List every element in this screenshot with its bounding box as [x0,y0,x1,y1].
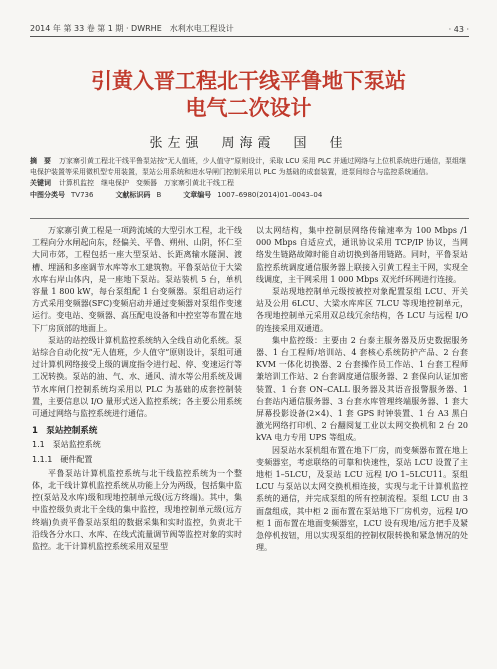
right-column [256,225,468,554]
paragraph: 因泵站水泵机组布置在地下厂房，而变频器布置在地上变频器室，考虑联络的可靠和快速性，泵站 LCU 设置了主地柜 1–5LCU，及泵站 LCU 远程 I/O 1–5LCU11。泵组 LCU 与泵站以太网交换机相连接，实现与北干计算机监控系统的通信，并完成泵组的所有控制流程。泵组 LCU 由 3 面盘组成，其中柜 2 面布置在泵站地下厂房机旁，远程 I/O 柜 1 面布置在地面变频器室，LCU 设有现地/远方把手及紧急停机按钮，用以实现泵组的控制权限转换和紧急情况的处理。 [256,445,468,553]
abstract-label: 摘 要 [30,157,51,165]
keywords-text: 计算机监控 继电保护 变频器 万家寨引黄北干线工程 [59,179,234,187]
keywords [30,178,469,189]
paragraph: 泵站的站控级计算机监控系统纳入全线自动化系统。泵站综合自动化按“无人值班，少人值守”原则设计，泵组可通过计算机网络接受上级的调度指令进行起、停、变速运行等工况转换。泵站的油、气、水、通风、清水等公用系统及调节水库闸门控制系统均采用以 PLC 为基础的成套控制装置，主要信息以 I/O 量形式送入监控系统；各主要公用系统可通过网络与监控系统进行通信。 [32,335,242,419]
paragraph: 集中监控级：主要由 2 台泰主服务器及历史数据服务器、1 台工程师/培训站、4 套核心系统防护产品、2 台套 KVM 一体化切换器、2 台套操作员工作站、1 台套工程师兼培训工作站、2 台套调度通信服务器、2 套保向认证加密装置、1 台套 ON–CALL 服务器及其语音报警服务器、1 台套站内通信服务器、3 台套水库管理终端服务器、1 套大屏幕投影设备(2×4)、1 套 GPS 时钟装置、1 台 A3 黑白激光网络打印机、2 台翻阅复工业以太网交换机和 2 台 20 kVA 电力专用 UPS 等组成。 [256,335,468,443]
abstract-text: 万家寨引黄工程北干线平鲁泵站按“无人值班，少人值守”原则设计，采取 LCU 采用 PLC 并通过网络与上位机系统进行通信，泵组继电保护装置等采用微机型专用装置，泵站公用系统和进水导闸门控制采用以 PLC 为基础的成套装置，进泵间综合与监控系统通信。 [30,157,467,176]
title-line-2: 电气二次设计 [185,96,312,120]
keywords-label: 关键词 [30,179,51,187]
running-header [30,20,469,37]
subsubsection-heading: 1.1.1 硬件配置 [32,454,93,464]
paragraph: 万家寨引黄工程是一项跨流域的大型引水工程，北干线工程向分水闸起向东，经偏关、平鲁、朔州、山阴，怀仁至大同市郊，工程包括一座大型泵站、长距离输水隧洞、渡槽、埋涵和多座调节水库等水工建筑物。平鲁泵站位于大梁水库右岸山体内，是一座地下泵站。泵站装机 5 台，单机容量 1 800 kW，每台泵组配 1 台变频器。泵组启动运行方式采用变频器(SFC)变频启动并通过变频器对泵组作变速运行。变电站、变频器、高压配电设备和中控室等布置在地下厂房顶部的地面上。 [32,226,242,333]
paper-title [0,68,497,122]
clc: 中图分类号 TV736 [30,191,94,199]
abstract [30,156,469,178]
title-line-1: 引黄入晋工程北干线平鲁地下泵站 [91,69,406,93]
section-heading: 1 泵站控制系统 [32,426,98,437]
left-column [32,225,242,553]
subsection-heading: 1.1 泵站监控系统 [32,440,101,450]
header-page-number: · 43 · [448,25,469,34]
header-journal: 2014 年 第 33 卷 第 1 期 · DWRHE 水利水电工程设计 [30,24,234,33]
classification-row [30,190,469,201]
article-number: 文章编号 1007–6980(2014)01–0043–04 [183,191,323,199]
paragraph: 平鲁泵站计算机监控系统与北干线监控系统为一个整体，北干线计算机监控系统从功能上分为两级，包括集中监控(泵站及水库)级和现地控制单元级(远方终端)。其中，集中监控级负责北干全线的集中监控，现地控制单元级(远方终端)负责平鲁泵站泵组的数据采集和实时监控，负责北干沿线各分水口、水库、在线式流量调节阀等监控对象的实时监控。北干计算机监控系统采用双星型 [32,468,242,552]
paragraph: 以太网结构，集中控制层网络传输速率为 100 Mbps /1 000 Mbps 自适应式，通讯协议采用 TCP/IP 协议，当网络发生链路故障时能自动切换到备用链路。同时，平鲁泵站监控系统调度通信服务器上联接入引黄工程主干网，实现全线调度，主干网采用 1 000 Mbps 双光纤环网进行连接。 [256,226,468,284]
authors: 张左强 周海霞 国 佳 [149,136,348,151]
doc-code: 文献标识码 B [115,191,162,199]
paragraph: 泵站现地控制单元级按被控对象配置泵组 LCU、开关站及公用 6LCU、大梁水库库区 7LCU 等现地控制单元，各现地控制单元采用双总线冗余结构，各 LCU 与远程 I/O 的连接采用双通道。 [256,287,468,333]
abstract-divider [30,218,469,219]
abstract-block [30,156,469,201]
